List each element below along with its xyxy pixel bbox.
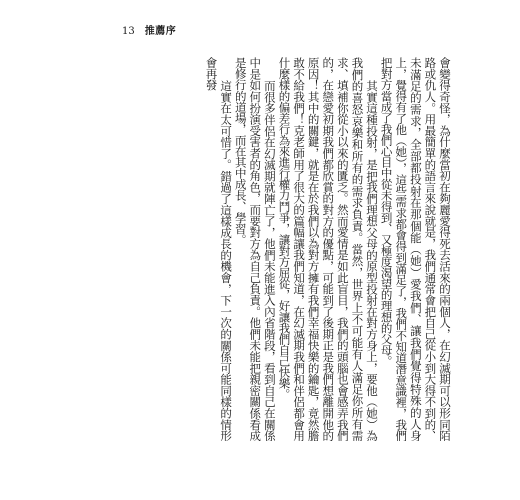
paragraph-3: 而很多伴侶在幻滅期就陣亡了，他們未能進入內省階段，看到自己在關係中是如何扮演受害者的角色，而要對方為自己負責。他們未能把親密關係看成是修行的道場，而在其中成長、學習。 [233, 57, 277, 441]
body-text [102, 57, 452, 441]
section-title: 推薦序 [144, 26, 177, 37]
paragraph-4: 這實在太可惜了。錯過了這樣成長的機會，下一次的關係可能同樣的情形會再發 [204, 57, 234, 441]
page-number: 13 [122, 26, 135, 37]
paragraph-2: 其實這種投射，是把我們理想父母的原型投射在對方身上，要他（她）為我們的喜怒哀樂和所有的需求負責。當然，世界上不可能有人滿足你所有需求、填補你從小以來的匱乏。然而愛情是如此盲目，我們的頭腦也會感弄我們的，在戀愛初期我們都欣賞的對方的優點，可能到了後期正是我們想離開他的原因！其中的關鍵，就是在於我們以為對方擁有我們幸福快樂的鑰匙，竟然膽敢不給我們！克老師用了很大的篇幅讓我們知道，在幻滅期我們和伴侶都會用什麼樣的偏差行為來進行權力鬥爭，讓對方屈從，好讓我們自己快樂。 [277, 57, 380, 441]
paragraph-1: 會變得奇怪，為什麼當初在夠麗愛得死去活來的兩個人，在幻滅期可以形同陌路或仇人。用最簡單的語言來說就是，我們通常會把自己從小到大得不到的、未滿足的需求，全部都投射在那個能（她）愛我們、讓我們覺得特殊的人身上，覺得有了他（她），這些需求都會得到滿足了，我們不知道潛意識裡，我們把對方當成了我們心目中從未得到、又極度渴望的理想的父母。 [379, 57, 452, 441]
page-header [122, 26, 176, 38]
